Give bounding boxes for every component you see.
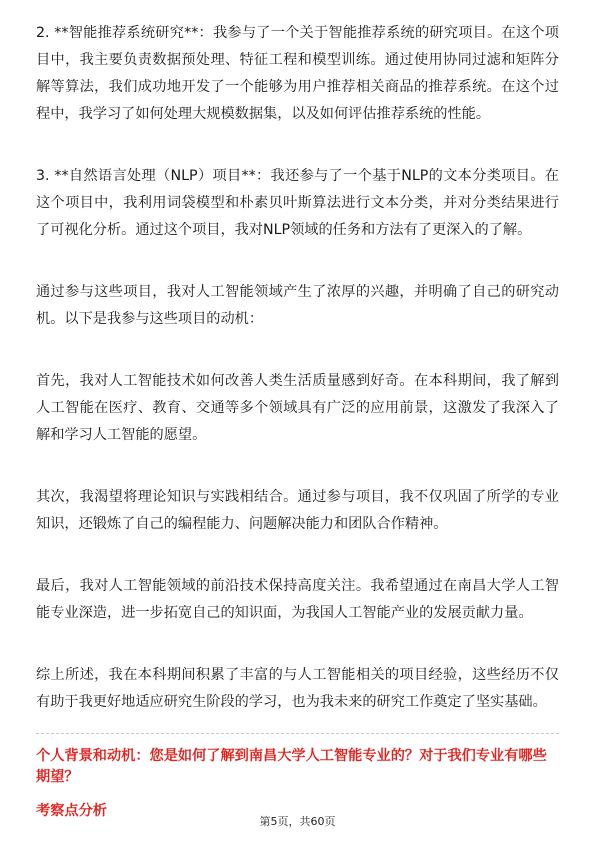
paragraph-motivation-first: 首先，我对人工智能技术如何改善人类生活质量感到好奇。在本科期间，我了解到人工智能在医疗、教育、交通等多个领域具有广泛的应用前景，这激发了我深入了解和学习人工智能的愿望。	[36, 373, 559, 443]
paragraph-motivation-last: 最后，我对人工智能领域的前沿技术保持高度关注。我希望通过在南昌大学人工智能专业深造，进一步拓宽自己的知识面，为我国人工智能产业的发展贡献力量。	[36, 578, 559, 621]
paragraph-summary: 综上所述，我在本科期间积累了丰富的与人工智能相关的项目经验，这些经历不仅有助于我更好地适应研究生阶段的学习，也为我未来的研究工作奠定了坚实基础。	[36, 667, 559, 710]
paragraph-motivation-intro: 通过参与这些项目，我对人工智能领域产生了浓厚的兴趣，并明确了自己的研究动机。以下是我参与这些项目的动机：	[36, 284, 559, 327]
interview-question: 个人背景和动机：您是如何了解到南昌大学人工智能专业的？对于我们专业有哪些期望？	[36, 748, 547, 785]
page-content	[36, 20, 559, 822]
paragraph-project-recommender: 2. **智能推荐系统研究**：我参与了一个关于智能推荐系统的研究项目。在这个项目中，我主要负责数据预处理、特征工程和模型训练。通过使用协同过滤和矩阵分解等算法，我们成功地开发了一个能够为用户推荐相关商品的推荐系统。在这个过程中，我学习了如何处理大规模数据集，以及如何评估推荐系统的性能。	[36, 25, 559, 122]
paragraph-project-nlp: 3. **自然语言处理（NLP）项目**：我还参与了一个基于NLP的文本分类项目。在这个项目中，我利用词袋模型和朴素贝叶斯算法进行文本分类，并对分类结果进行了可视化分析。通过这个项目，我对NLP领域的任务和方法有了更深入的了解。	[36, 168, 559, 238]
section-divider	[36, 733, 559, 734]
page-footer: 第5页，共60页	[259, 815, 336, 828]
paragraph-motivation-second: 其次，我渴望将理论知识与实践相结合。通过参与项目，我不仅巩固了所学的专业知识，还锻炼了自己的编程能力、问题解决能力和团队合作精神。	[36, 489, 559, 532]
section-heading: 考察点分析	[36, 803, 107, 819]
